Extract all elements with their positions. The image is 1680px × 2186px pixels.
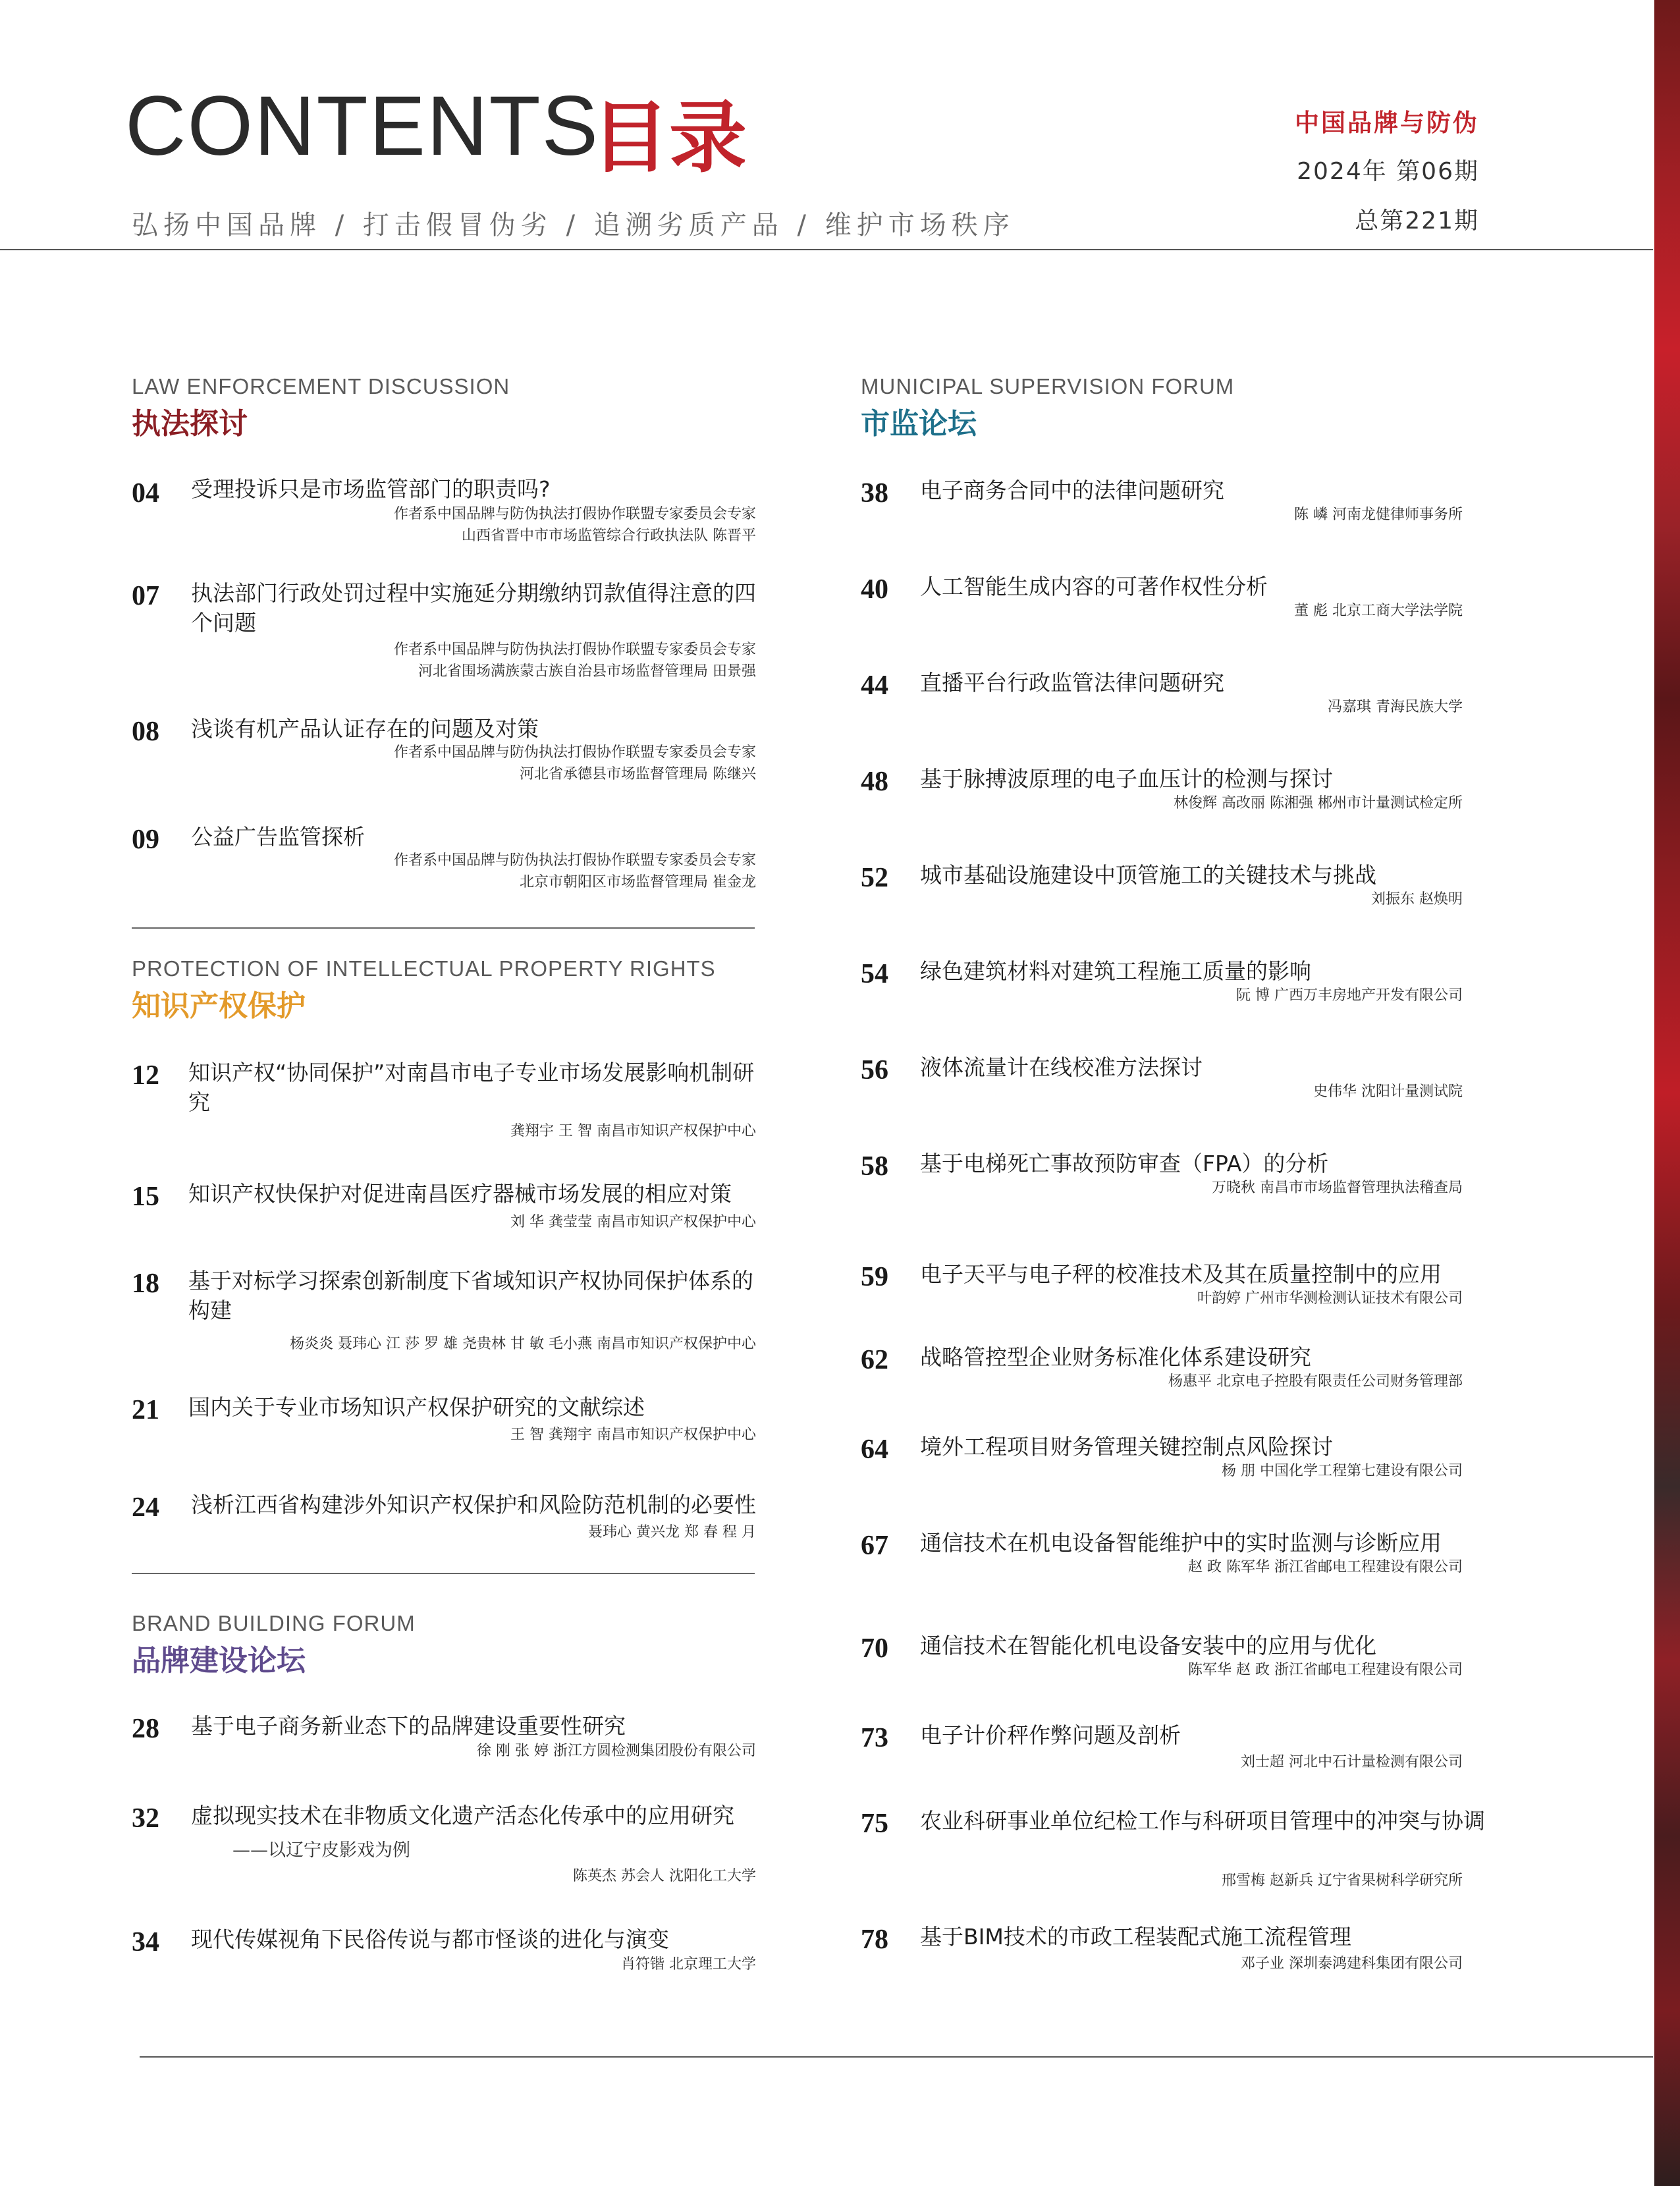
total-issue-number: 总第221期 <box>1355 207 1479 234</box>
toc-page-number: 12 <box>132 1060 159 1091</box>
toc-article-title[interactable]: 浅析江西省构建涉外知识产权保护和风险防范机制的必要性 <box>191 1492 756 1517</box>
section-divider <box>132 1573 755 1574</box>
toc-article-author: 赵 政 陈军华 浙江省邮电工程建设有限公司 <box>1188 1559 1463 1575</box>
toc-article-title[interactable]: 受理投诉只是市场监管部门的职责吗? <box>191 476 551 502</box>
contents-heading-cn: 目录 <box>591 92 747 183</box>
toc-page-number: 34 <box>132 1927 159 1957</box>
toc-article-author: 刘振东 赵焕明 <box>1371 891 1463 908</box>
toc-page-number: 38 <box>861 478 888 508</box>
toc-article-author: 邓子业 深圳泰鸿建科集团有限公司 <box>1241 1955 1463 1972</box>
toc-page-number: 56 <box>861 1055 888 1085</box>
toc-page-number: 08 <box>132 717 159 747</box>
header-divider <box>0 249 1653 250</box>
toc-article-author: 林俊辉 高改丽 陈湘强 郴州市计量测试检定所 <box>1174 795 1463 811</box>
toc-article-author: 龚翔宇 王 智 南昌市知识产权保护中心 <box>510 1123 756 1139</box>
toc-article-author: 刘 华 龚莹莹 南昌市知识产权保护中心 <box>510 1214 756 1230</box>
toc-page-number: 07 <box>132 581 159 611</box>
toc-article-author: 董 彪 北京工商大学法学院 <box>1294 603 1463 619</box>
section-heading-en: BRAND BUILDING FORUM <box>132 1611 416 1635</box>
toc-article-title[interactable]: 绿色建筑材料对建筑工程施工质量的影响 <box>920 958 1311 984</box>
toc-article-author: 聂玮心 黄兴龙 郑 春 程 月 <box>588 1524 756 1541</box>
toc-article-title[interactable]: 通信技术在机电设备智能维护中的实时监测与诊断应用 <box>920 1530 1442 1556</box>
toc-page-number: 40 <box>861 574 888 605</box>
toc-article-title[interactable]: 浅谈有机产品认证存在的问题及对策 <box>191 716 539 742</box>
footer-divider <box>140 2056 1653 2058</box>
toc-article-title[interactable]: 通信技术在智能化机电设备安装中的应用与优化 <box>920 1633 1376 1658</box>
toc-article-affiliation: 山西省晋中市市场监管综合行政执法队 陈晋平 <box>462 528 756 544</box>
toc-article-affiliation: 河北省围场满族蒙古族自治县市场监督管理局 田景强 <box>418 663 756 680</box>
toc-article-author: 作者系中国品牌与防伪执法打假协作联盟专家委员会专家 <box>393 744 756 761</box>
toc-page-number: 15 <box>132 1182 159 1212</box>
toc-article-title[interactable]: 现代传媒视角下民俗传说与都市怪谈的进化与演变 <box>191 1926 669 1952</box>
toc-page-number: 04 <box>132 478 159 508</box>
toc-page-number: 28 <box>132 1714 159 1744</box>
toc-article-affiliation: 北京市朝阳区市场监督管理局 崔金龙 <box>520 874 756 890</box>
toc-article-subtitle: ——以辽宁皮影戏为例 <box>232 1840 410 1861</box>
toc-page-number: 64 <box>861 1435 888 1465</box>
toc-page-number: 78 <box>861 1925 888 1955</box>
toc-article-title[interactable]: 基于电梯死亡事故预防审查（FPA）的分析 <box>920 1151 1329 1176</box>
toc-page-number: 73 <box>861 1723 888 1753</box>
section-divider <box>132 927 755 929</box>
toc-page-number: 18 <box>132 1269 159 1299</box>
toc-article-author: 史伟华 沈阳计量测试院 <box>1313 1083 1463 1100</box>
toc-article-title[interactable]: 执法部门行政处罚过程中实施延分期缴纳罚款值得注意的四个问题 <box>191 580 756 636</box>
toc-article-title[interactable]: 基于对标学习探索创新制度下省域知识产权协同保护体系的构建 <box>188 1268 753 1323</box>
magazine-name: 中国品牌与防伪 <box>1295 109 1479 137</box>
toc-page-number: 09 <box>132 825 159 855</box>
toc-page-number: 48 <box>861 767 888 797</box>
toc-page-number: 21 <box>132 1395 159 1425</box>
toc-article-author: 王 智 龚翔宇 南昌市知识产权保护中心 <box>510 1427 756 1443</box>
toc-article-affiliation: 河北省承德县市场监督管理局 陈继兴 <box>520 766 756 782</box>
toc-article-title[interactable]: 液体流量计在线校准方法探讨 <box>920 1054 1203 1080</box>
toc-article-title[interactable]: 公益广告监管探析 <box>191 824 365 850</box>
toc-article-author: 阮 博 广西万丰房地产开发有限公司 <box>1236 987 1463 1004</box>
toc-article-author: 肖符锴 北京理工大学 <box>621 1956 756 1973</box>
toc-article-author: 徐 刚 张 婷 浙江方圆检测集团股份有限公司 <box>477 1743 756 1759</box>
toc-article-author: 杨 朋 中国化学工程第七建设有限公司 <box>1222 1463 1463 1479</box>
toc-article-title[interactable]: 人工智能生成内容的可著作权性分析 <box>920 574 1268 599</box>
toc-article-title[interactable]: 电子计价秤作弊问题及剖析 <box>920 1722 1181 1748</box>
toc-page-number: 32 <box>132 1803 159 1834</box>
toc-page-number: 62 <box>861 1345 888 1375</box>
toc-page-number: 24 <box>132 1492 159 1523</box>
section-heading-cn: 品牌建设论坛 <box>132 1644 306 1678</box>
toc-article-title[interactable]: 城市基础设施建设中顶管施工的关键技术与挑战 <box>920 862 1376 888</box>
toc-page-number: 67 <box>861 1531 888 1561</box>
toc-article-title[interactable]: 基于BIM技术的市政工程装配式施工流程管理 <box>920 1924 1351 1950</box>
toc-article-author: 冯嘉琪 青海民族大学 <box>1328 699 1463 715</box>
toc-article-title[interactable]: 基于脉搏波原理的电子血压计的检测与探讨 <box>920 766 1333 792</box>
toc-article-author: 叶韵婷 广州市华测检测认证技术有限公司 <box>1197 1290 1463 1307</box>
toc-article-author: 陈英杰 苏会人 沈阳化工大学 <box>573 1868 756 1884</box>
magazine-slogan: 弘扬中国品牌 / 打击假冒伪劣 / 追溯劣质产品 / 维护市场秩序 <box>132 210 1015 240</box>
toc-article-author: 陈 嶙 河南龙健律师事务所 <box>1294 506 1463 523</box>
section-heading-en: MUNICIPAL SUPERVISION FORUM <box>861 374 1235 398</box>
toc-article-author: 作者系中国品牌与防伪执法打假协作联盟专家委员会专家 <box>393 506 756 522</box>
toc-article-title[interactable]: 直播平台行政监管法律问题研究 <box>920 670 1224 696</box>
toc-article-author: 作者系中国品牌与防伪执法打假协作联盟专家委员会专家 <box>393 852 756 869</box>
toc-page-number: 75 <box>861 1809 888 1839</box>
section-heading-en: LAW ENFORCEMENT DISCUSSION <box>132 374 510 398</box>
toc-article-author: 邢雪梅 赵新兵 辽宁省果树科学研究所 <box>1222 1872 1463 1889</box>
toc-article-title[interactable]: 电子商务合同中的法律问题研究 <box>920 478 1224 503</box>
toc-page-number: 44 <box>861 670 888 701</box>
toc-article-author: 杨惠平 北京电子控股有限责任公司财务管理部 <box>1168 1373 1463 1390</box>
section-heading-en: PROTECTION OF INTELLECTUAL PROPERTY RIGHTS <box>132 956 716 981</box>
issue-number: 2024年 第06期 <box>1297 158 1479 185</box>
toc-article-title[interactable]: 境外工程项目财务管理关键控制点风险探讨 <box>920 1434 1333 1460</box>
toc-article-title[interactable]: 国内关于专业市场知识产权保护研究的文献综述 <box>188 1394 645 1420</box>
toc-article-title[interactable]: 电子天平与电子秤的校准技术及其在质量控制中的应用 <box>920 1261 1442 1287</box>
section-heading-cn: 知识产权保护 <box>132 989 306 1023</box>
toc-article-title[interactable]: 虚拟现实技术在非物质文化遗产活态化传承中的应用研究 <box>191 1803 734 1828</box>
toc-article-title[interactable]: 知识产权快保护对促进南昌医疗器械市场发展的相应对策 <box>188 1181 732 1207</box>
toc-article-author: 万晓秋 南昌市市场监督管理执法稽查局 <box>1212 1180 1463 1196</box>
section-heading-cn: 执法探讨 <box>132 407 248 441</box>
toc-page-number: 70 <box>861 1633 888 1664</box>
toc-article-title[interactable]: 基于电子商务新业态下的品牌建设重要性研究 <box>191 1713 626 1739</box>
contents-heading: CONTENTS <box>125 79 599 173</box>
toc-article-title[interactable]: 知识产权“协同保护”对南昌市电子专业市场发展影响机制研究 <box>188 1060 755 1115</box>
toc-article-author: 作者系中国品牌与防伪执法打假协作联盟专家委员会专家 <box>393 642 756 658</box>
toc-article-author: 杨炎炎 聂玮心 江 莎 罗 雄 尧贵林 甘 敏 毛小燕 南昌市知识产权保护中心 <box>290 1336 756 1352</box>
toc-article-author: 刘士超 河北中石计量检测有限公司 <box>1241 1754 1463 1770</box>
section-heading-cn: 市监论坛 <box>861 407 977 441</box>
toc-page-number: 58 <box>861 1151 888 1182</box>
decorative-edge-strip <box>1654 0 1680 2186</box>
toc-article-author: 陈军华 赵 政 浙江省邮电工程建设有限公司 <box>1188 1662 1463 1678</box>
toc-page-number: 59 <box>861 1262 888 1292</box>
toc-article-title[interactable]: 战略管控型企业财务标准化体系建设研究 <box>920 1344 1311 1370</box>
toc-article-title[interactable]: 农业科研事业单位纪检工作与科研项目管理中的冲突与协调 <box>920 1808 1485 1834</box>
toc-page-number: 52 <box>861 863 888 893</box>
toc-page-number: 54 <box>861 959 888 989</box>
